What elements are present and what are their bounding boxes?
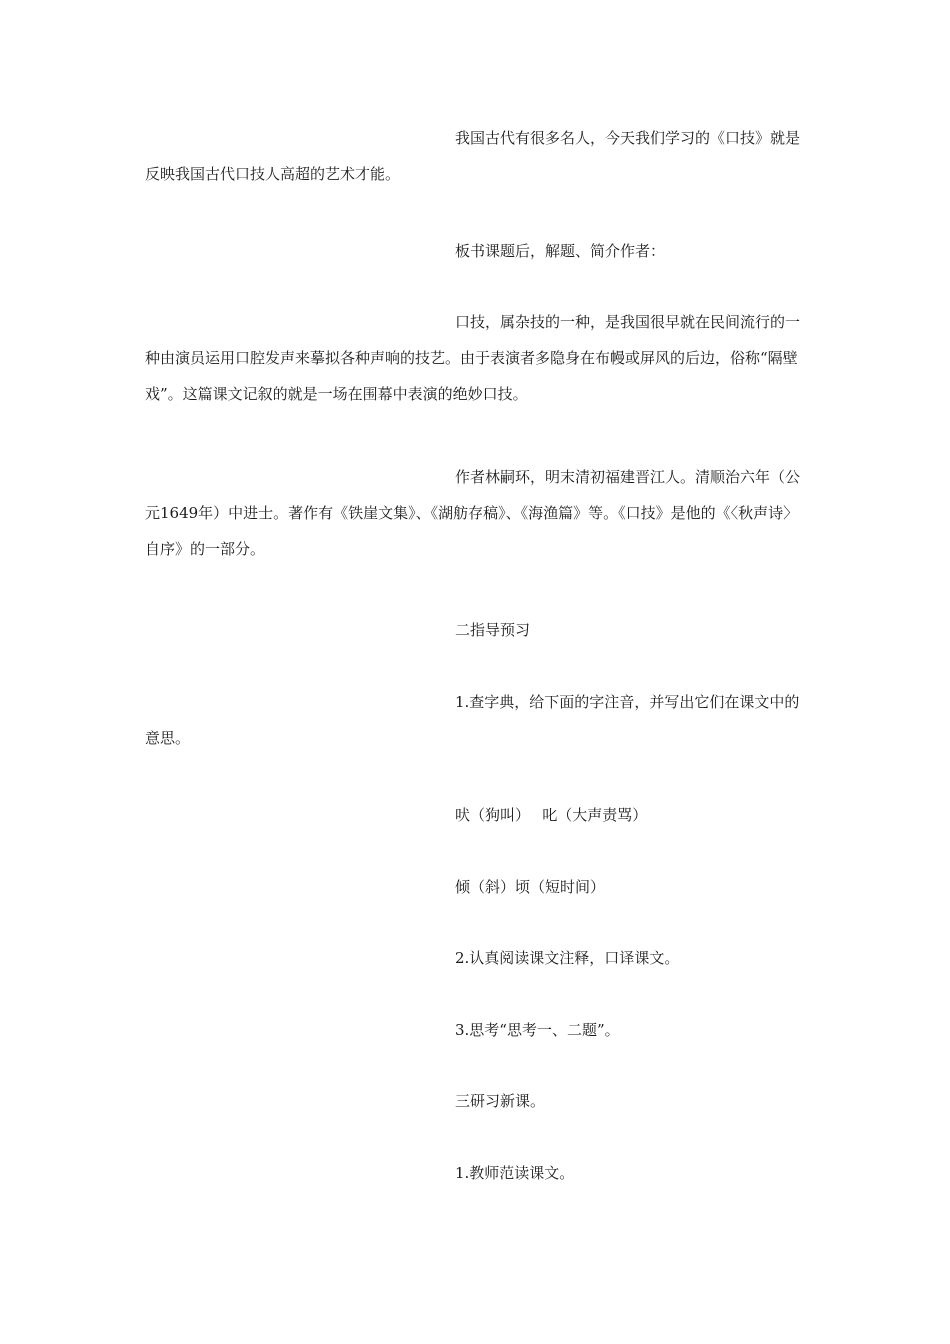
paragraph-author-intro: 作者林嗣环，明末清初福建晋江人。清顺治六年（公元1649年）中进士。著作有《铁崖文集》、《湖舫存稿》、《海渔篇》等。《口技》是他的《〈秋声诗〉自序》的一部分。: [145, 468, 801, 558]
paragraph-vocab-line-1: 吠（狗叫） 叱（大声责骂）: [455, 806, 648, 824]
paragraph-dictionary-task: 1.查字典，给下面的字注音，并写出它们在课文中的意思。: [145, 693, 800, 747]
paragraph-intro: 我国古代有很多名人，今天我们学习的《口技》就是反映我国古代口技人高超的艺术才能。: [145, 129, 801, 183]
section-heading-new-lesson: 三研习新课。: [455, 1092, 546, 1110]
paragraph-kouji-definition: 口技，属杂技的一种，是我国很早就在民间流行的一种由演员运用口腔发声来摹拟各种声响的技艺。由于表演者多隐身在布幔或屏风的后边，俗称“隔壁戏”。这篇课文记叙的就是一场在围幕中表演的绝妙口技。: [145, 313, 801, 403]
paragraph-reading-task: 2.认真阅读课文注释，口译课文。: [455, 949, 680, 967]
paragraph-teacher-reading: 1.教师范读课文。: [455, 1164, 575, 1182]
paragraph-thinking-task: 3.思考“思考一、二题”。: [455, 1021, 620, 1039]
paragraph-board-title: 板书课题后，解题、简介作者：: [455, 242, 666, 260]
section-heading-preview: 二指导预习: [455, 621, 531, 639]
paragraph-vocab-line-2: 倾（斜）顷（短时间）: [455, 878, 606, 896]
